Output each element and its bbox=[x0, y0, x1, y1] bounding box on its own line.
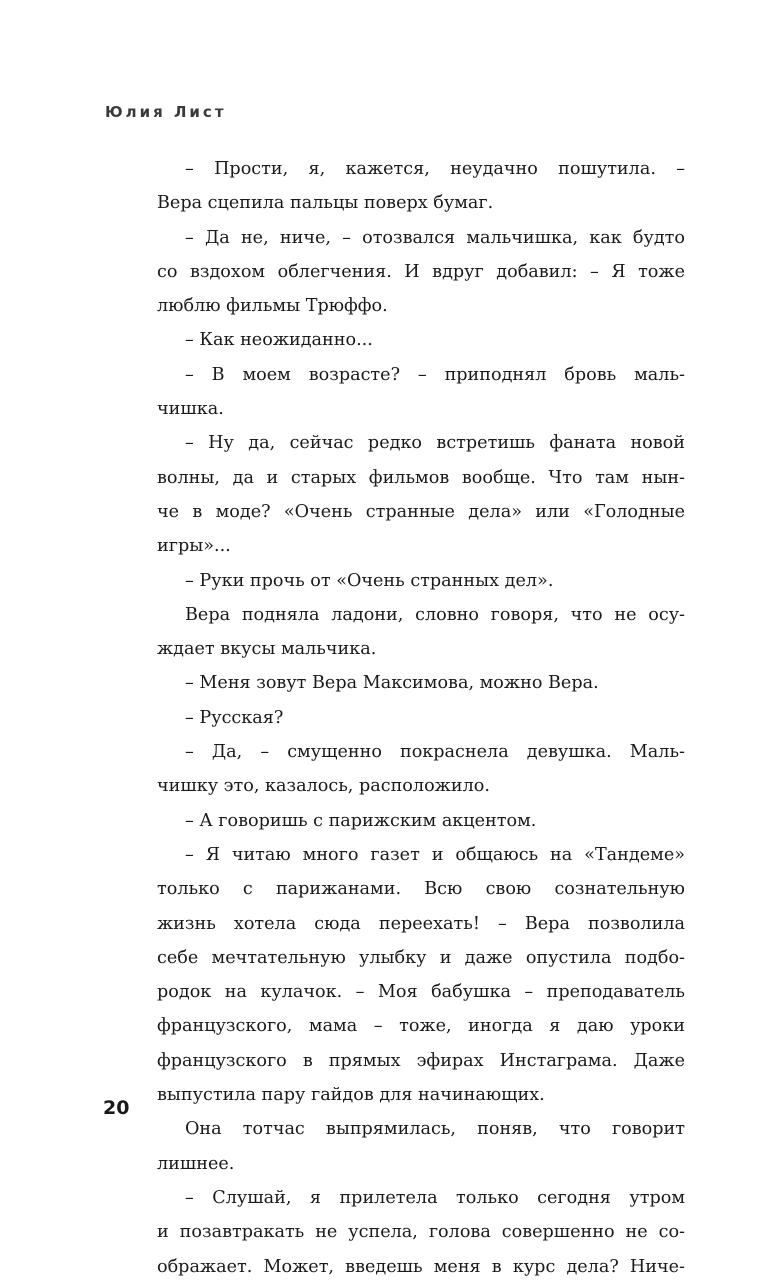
text-line: – Слушай, я прилетела только сегодня утром bbox=[185, 1187, 685, 1208]
text-line: че в моде? «Очень странные дела» или «Голодные bbox=[157, 501, 685, 522]
text-line: волны, да и старых фильмов вообще. Что там нын- bbox=[157, 467, 685, 488]
text-line: – Руки прочь от «Очень странных дел». bbox=[185, 570, 554, 591]
text-line: родок на кулачок. – Моя бабушка – преподаватель bbox=[157, 982, 685, 1003]
text-line: чишка. bbox=[157, 399, 224, 420]
text-line: выпустила пару гайдов для начинающих. bbox=[157, 1085, 545, 1106]
text-line: – Да, – смущенно покраснела девушка. Маль- bbox=[185, 742, 685, 763]
text-line: – Да не, ниче, – отозвался мальчишка, как будто bbox=[185, 227, 685, 248]
running-head: Юлия Лист bbox=[105, 103, 227, 121]
text-line: со вздохом облегчения. И вдруг добавил: – Я тоже bbox=[157, 261, 685, 282]
text-line: ждает вкусы мальчика. bbox=[157, 639, 377, 660]
text-line: себе мечтательную улыбку и даже опустила подбо- bbox=[157, 947, 685, 968]
text-line: Она тотчас выпрямилась, поняв, что говорит bbox=[185, 1119, 685, 1140]
text-line: только с парижанами. Всю свою сознательную bbox=[157, 879, 685, 900]
text-line: французского, мама – тоже, иногда я даю уроки bbox=[157, 1016, 685, 1037]
text-line: – Ну да, сейчас редко встретишь фаната новой bbox=[185, 433, 685, 454]
text-line: французского в прямых эфирах Инстаграма. Даже bbox=[157, 1050, 685, 1071]
text-line: – Как неожиданно... bbox=[185, 330, 373, 351]
text-line: и позавтракать не успела, голова совершенно не со- bbox=[157, 1222, 685, 1243]
text-line: Вера сцепила пальцы поверх бумаг. bbox=[157, 193, 494, 214]
text-line: Вера подняла ладони, словно говоря, что не осу- bbox=[185, 604, 685, 625]
text-line: – А говоришь с парижским акцентом. bbox=[185, 810, 537, 831]
text-line: – Меня зовут Вера Максимова, можно Вера. bbox=[185, 673, 599, 694]
text-line: – Я читаю много газет и общаюсь на «Тандеме» bbox=[185, 844, 685, 865]
page-number: 20 bbox=[103, 1097, 130, 1119]
text-line: ображает. Может, введешь меня в курс дела? Ниче- bbox=[157, 1256, 685, 1277]
text-line: – Русская? bbox=[185, 707, 284, 728]
text-line: жизнь хотела сюда переехать! – Вера позволила bbox=[157, 913, 685, 934]
text-line: люблю фильмы Трюффо. bbox=[157, 296, 388, 317]
text-line: – В моем возрасте? – приподнял бровь маль- bbox=[185, 364, 685, 385]
text-line: игры»... bbox=[157, 536, 231, 557]
text-line: чишку это, казалось, расположило. bbox=[157, 776, 490, 797]
text-line: лишнее. bbox=[157, 1153, 235, 1174]
body-text bbox=[157, 152, 685, 1284]
text-line: – Прости, я, кажется, неудачно пошутила. – bbox=[185, 159, 685, 179]
